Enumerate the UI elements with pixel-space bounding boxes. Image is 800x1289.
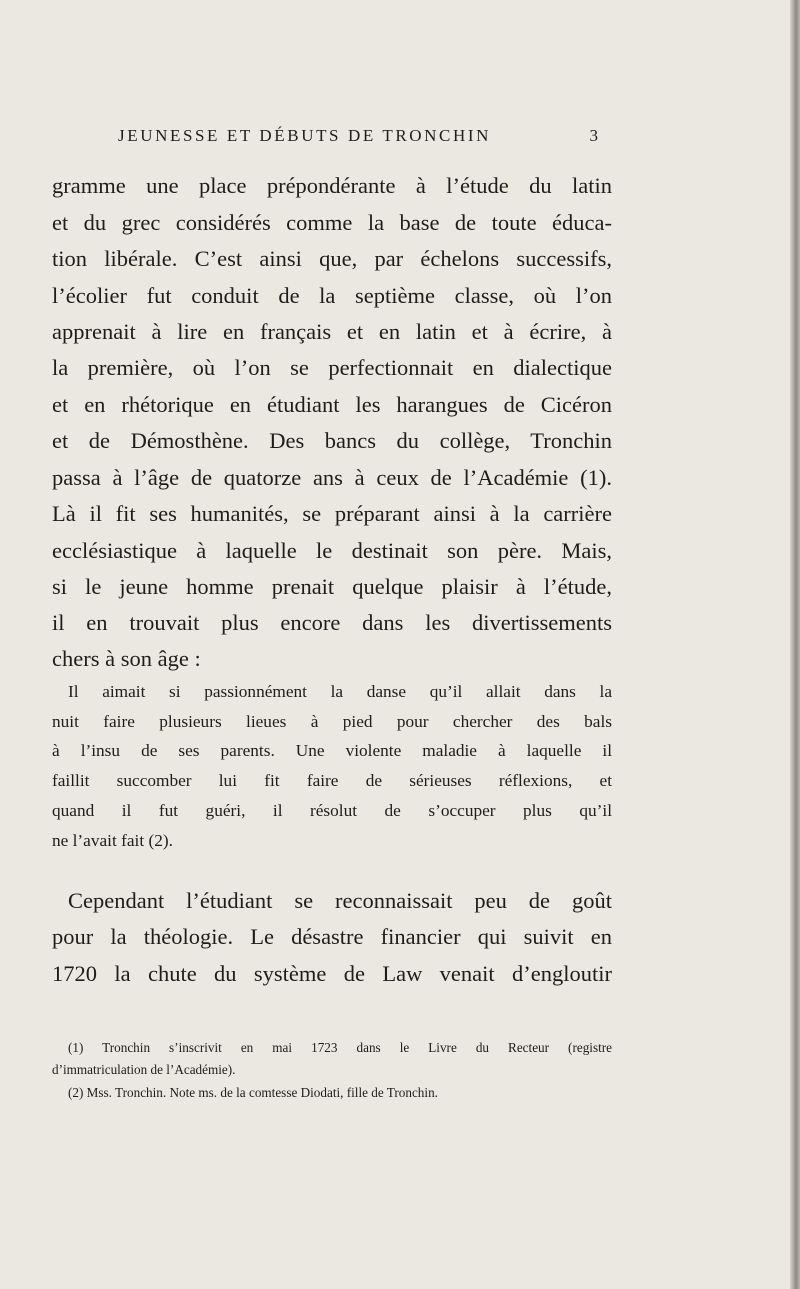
running-title: JEUNESSE ET DÉBUTS DE TRONCHIN: [118, 126, 491, 145]
paragraph-line: chers à son âge :: [52, 646, 201, 671]
quotation-line: quand il fut guéri, il résolut de s’occuper plus qu’il: [52, 801, 612, 820]
paragraph-line: il en trouvait plus encore dans les divertissements: [52, 610, 612, 635]
quotation-line: à l’insu de ses parents. Une violente maladie à laquelle il: [52, 741, 612, 760]
paragraph-line: gramme une place prépondérante à l’étude du latin: [52, 173, 612, 198]
quotation-line: Il aimait si passionnément la danse qu’il allait dans la: [68, 682, 612, 701]
paragraph-line: passa à l’âge de quatorze ans à ceux de l’Académie (1).: [52, 465, 612, 490]
paragraph-line: et du grec considérés comme la base de toute éduca-: [52, 210, 612, 235]
page-edge-shadow: [790, 0, 800, 1289]
paragraph-line: l’écolier fut conduit de la septième classe, où l’on: [52, 283, 612, 308]
paragraph-line: la première, où l’on se perfectionnait en dialectique: [52, 355, 612, 380]
footnote-line: (2) Mss. Tronchin. Note ms. de la comtesse Diodati, fille de Tronchin.: [68, 1085, 438, 1100]
paragraph-line: pour la théologie. Le désastre financier qui suivit en: [52, 924, 612, 949]
paragraph-line: si le jeune homme prenait quelque plaisir à l’étude,: [52, 574, 612, 599]
footnote-line: d’immatriculation de l’Académie).: [52, 1062, 236, 1077]
page-number: 3: [589, 126, 598, 145]
paragraph-line: apprenait à lire en français et en latin et à écrire, à: [52, 319, 612, 344]
paragraph-line: 1720 la chute du système de Law venait d’engloutir: [52, 961, 612, 986]
paragraph-line: ecclésiastique à laquelle le destinait son père. Mais,: [52, 538, 612, 563]
paragraph-line: Cependant l’étudiant se reconnaissait peu de goût: [68, 888, 612, 913]
paragraph-line: tion libérale. C’est ainsi que, par échelons successifs,: [52, 246, 612, 271]
quotation-line: nuit faire plusieurs lieues à pied pour chercher des bals: [52, 712, 612, 731]
quotation-line: ne l’avait fait (2).: [52, 831, 173, 850]
paragraph-line: et de Démosthène. Des bancs du collège, Tronchin: [52, 428, 612, 453]
quotation-line: faillit succomber lui fit faire de sérieuses réflexions, et: [52, 771, 612, 790]
paragraph-line: et en rhétorique en étudiant les harangues de Cicéron: [52, 392, 612, 417]
paragraph-line: Là il fit ses humanités, se préparant ainsi à la carrière: [52, 501, 612, 526]
footnote-line: (1) Tronchin s’inscrivit en mai 1723 dans le Livre du Recteur (registre: [68, 1040, 612, 1055]
running-head: [118, 126, 598, 152]
